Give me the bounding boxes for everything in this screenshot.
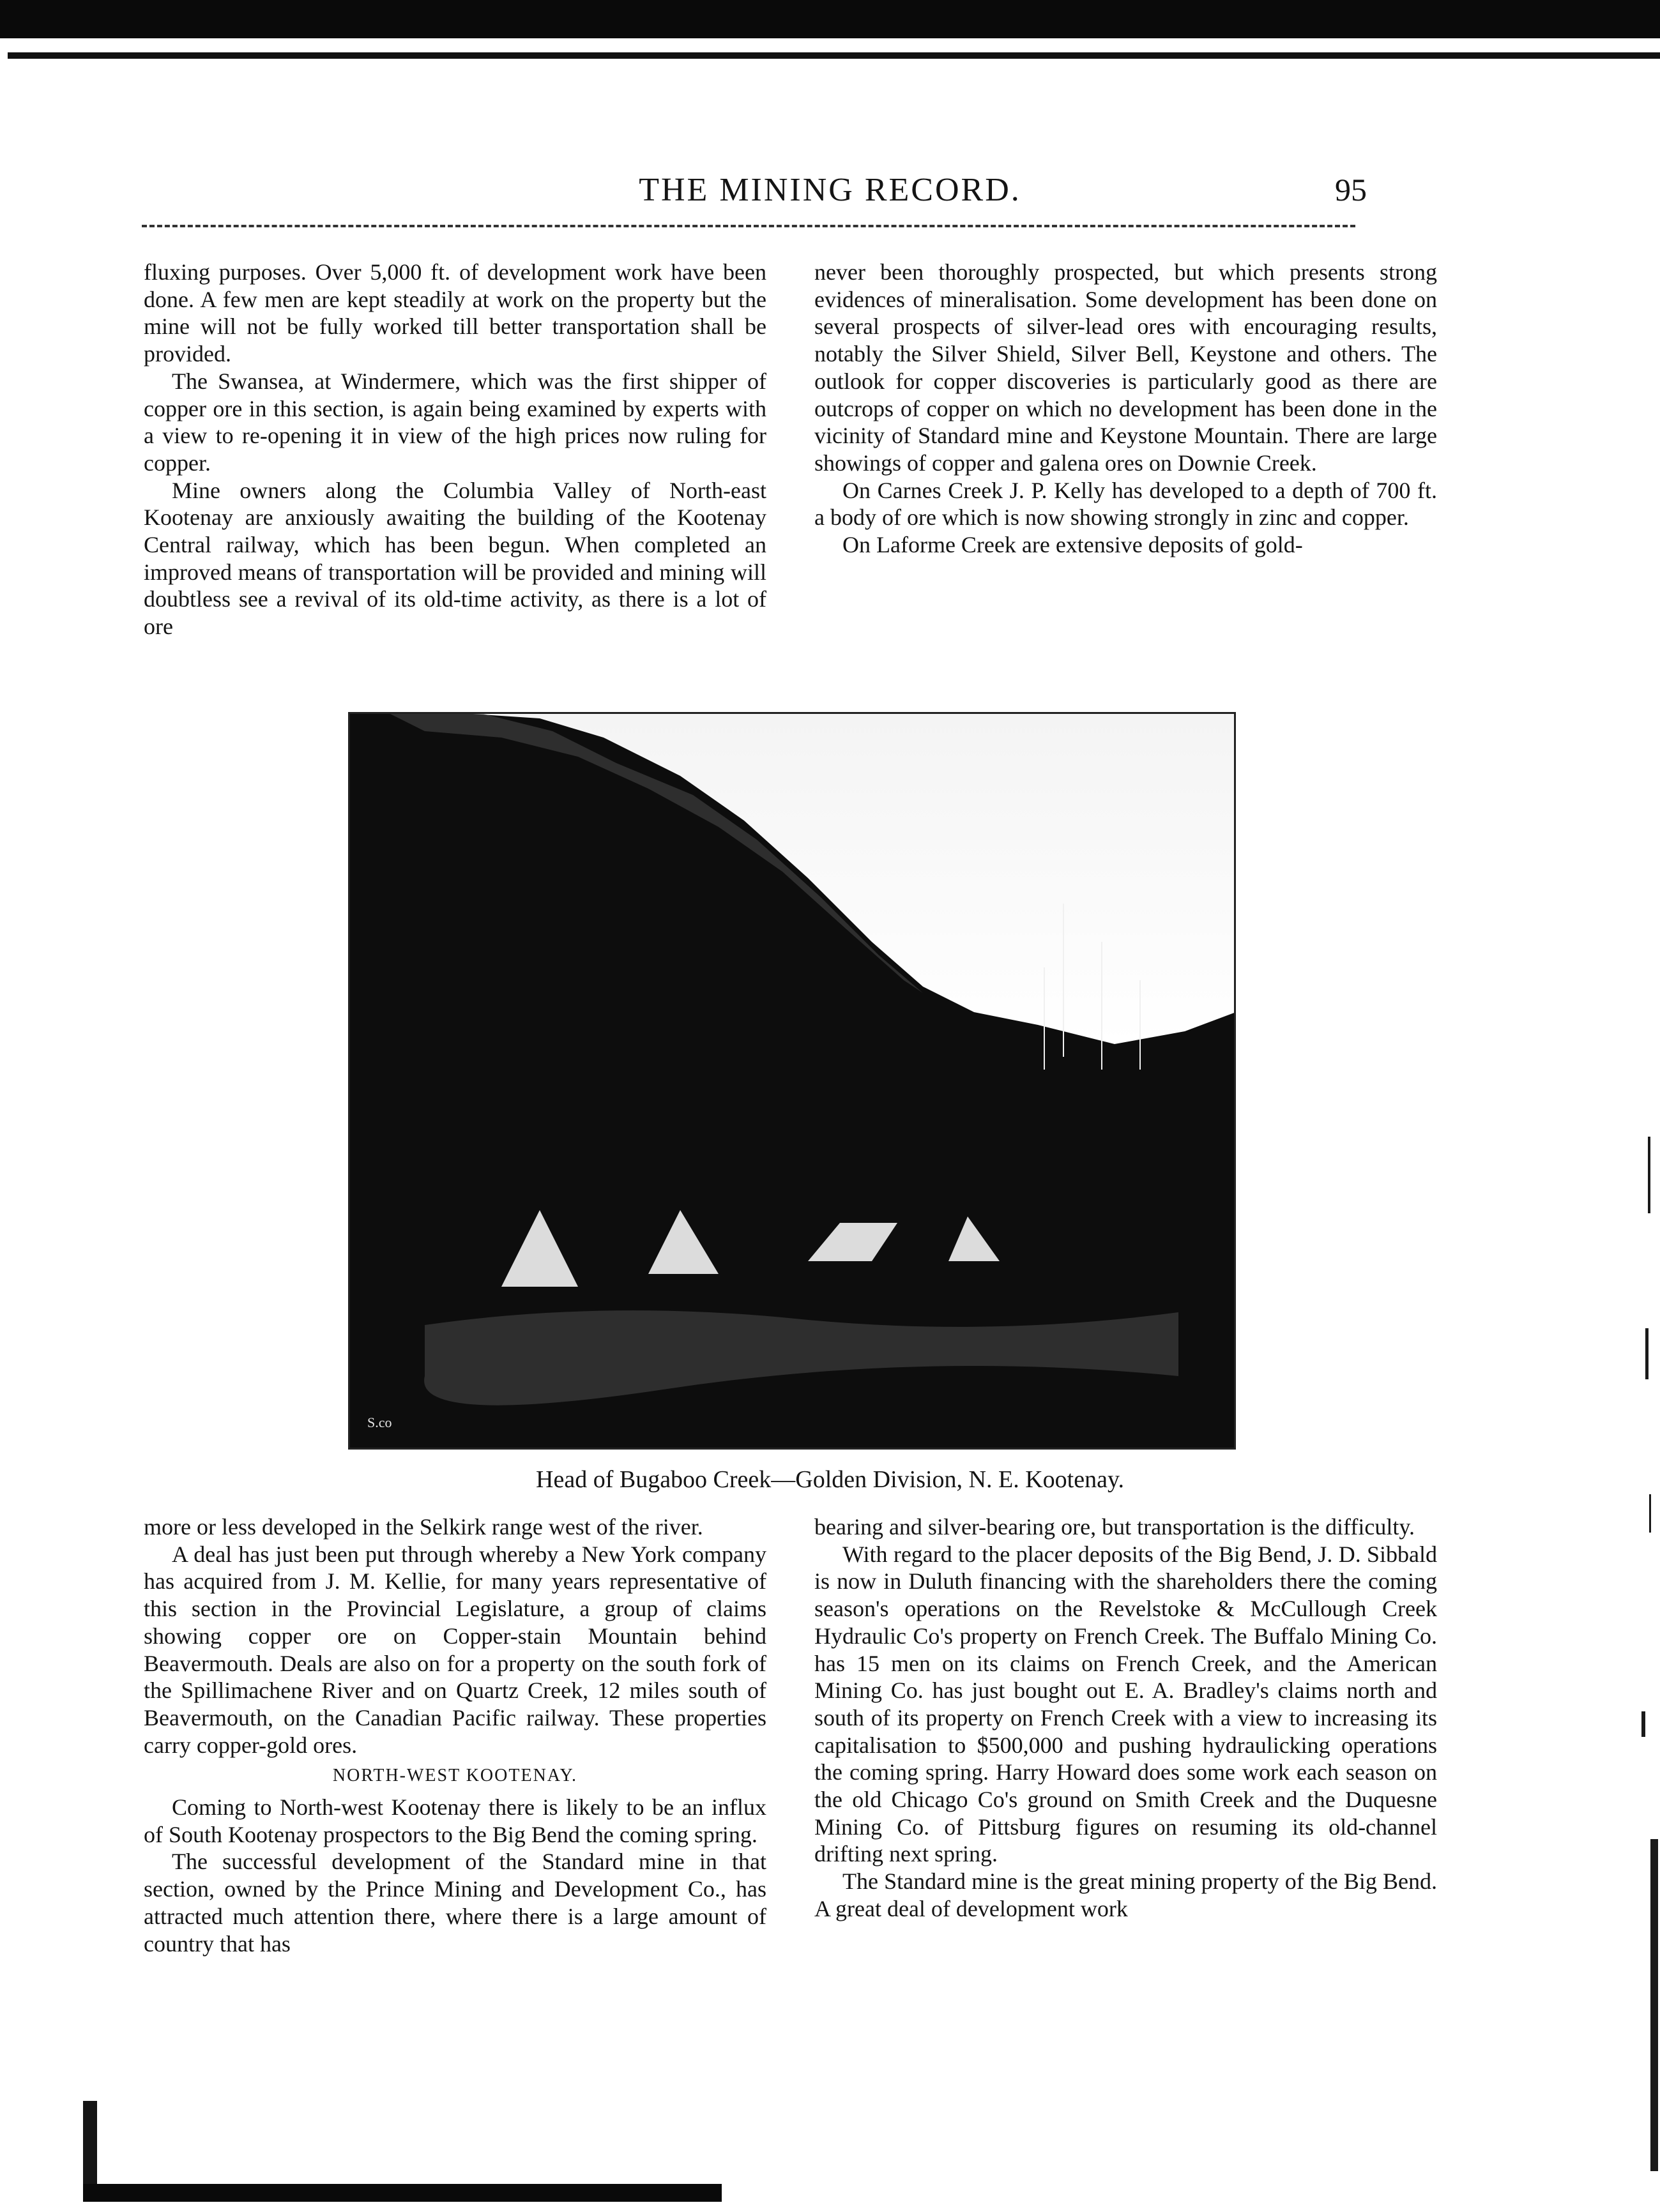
paragraph: The Standard mine is the great mining property of the Big Bend. A great deal of development work [814, 1868, 1437, 1921]
column-bottom-left [144, 1513, 766, 1957]
paragraph: fluxing purposes. Over 5,000 ft. of development work have been done. A few men are kept steadily at work on the property but the mine will not be fully worked till better transportation shall be provided. [144, 259, 766, 367]
paragraph: With regard to the placer deposits of the Big Bend, J. D. Sibbald is now in Duluth financing with the shareholders there the coming season's operations on the Revelstoke & McCullough Creek Hydraulic Co's property on French Creek. The Buffalo Mining Co. has 15 men on its claims on French Creek, and the American Mining Co. has just bought out E. A. Bradley's claims north and south of its property on French Creek with a view to increasing its capitalisation to $500,000 and pushing hydraulicking operations the coming spring. Harry Howard does some work each season on the old Chicago Co's ground on Smith Creek and the Duquesne Mining Co. of Pittsburg figures on resuming its old-channel drifting next spring. [814, 1541, 1437, 1867]
paragraph: Mine owners along the Columbia Valley of North-east Kootenay are anxiously awaiting the building of the Kootenay Central railway, which has been begun. When completed an improved means of transportation will be provided and mining will doubtless see a revival of its old-time activity, as there is a lot of ore [144, 477, 766, 640]
paragraph: On Laforme Creek are extensive deposits of gold- [842, 532, 1303, 558]
paragraph: bearing and silver-bearing ore, but transportation is the difficulty. [814, 1514, 1415, 1540]
photo-caption: Head of Bugaboo Creek—Golden Division, N. E. Kootenay. [536, 1466, 1124, 1493]
header-rule [142, 225, 1355, 227]
paragraph: The Swansea, at Windermere, which was the first shipper of copper ore in this section, is again being examined by experts with a view to re-opening it in view of the high prices now ruling for copper. [144, 368, 766, 476]
column-top-left [144, 259, 766, 640]
paragraph: The successful development of the Standard mine in that section, owned by the Prince Mining and Development Co., has attracted much attention there, where there is a large amount of country that has [144, 1849, 766, 1957]
page-title: THE MINING RECORD. [639, 172, 1021, 208]
scan-bottom-border [83, 2184, 722, 2202]
page-number: 95 [1335, 172, 1367, 208]
paragraph: A deal has just been put through whereby a New York company has acquired from J. M. Kellie, for many years representative of this section in the Provincial Legislature, a group of claims showing copper ore on Copper-stain Mountain behind Beavermouth. Deals are also on for a property on the south fork of the Spillimachene River and on Quartz Creek, 12 miles south of Beavermouth, on the Canadian Pacific railway. These properties carry copper-gold ores. [144, 1541, 766, 1758]
photograph [348, 712, 1236, 1450]
column-bottom-right [814, 1513, 1437, 1923]
paragraph: more or less developed in the Selkirk range west of the river. [144, 1514, 703, 1540]
scan-top-border [0, 0, 1660, 38]
section-subheading: NORTH-WEST KOOTENAY. [332, 1766, 578, 1786]
photo-credit: S.co [367, 1414, 392, 1430]
paragraph: On Carnes Creek J. P. Kelly has developed to a depth of 700 ft. a body of ore which is now showing strongly in zinc and copper. [814, 477, 1437, 531]
scan-edge-artifacts [1622, 1137, 1660, 2197]
paragraph: never been thoroughly prospected, but which presents strong evidences of mineralisation. Some development has been done on several prospects of silver-lead ores with encouraging results, notably the Silver Shield, Silver Bell, Keystone and others. The outlook for copper discoveries is particularly good as there are outcrops of copper on which no development has been done in the vicinity of Standard mine and Keystone Mountain. There are large showings of copper and galena ores on Downie Creek. [814, 259, 1437, 476]
paragraph: Coming to North-west Kootenay there is likely to be an influx of South Kootenay prospectors to the Big Bend the coming spring. [144, 1794, 766, 1847]
scan-margin-mark [83, 2101, 97, 2197]
column-top-right [814, 259, 1437, 559]
scan-edge-line [8, 52, 1660, 59]
